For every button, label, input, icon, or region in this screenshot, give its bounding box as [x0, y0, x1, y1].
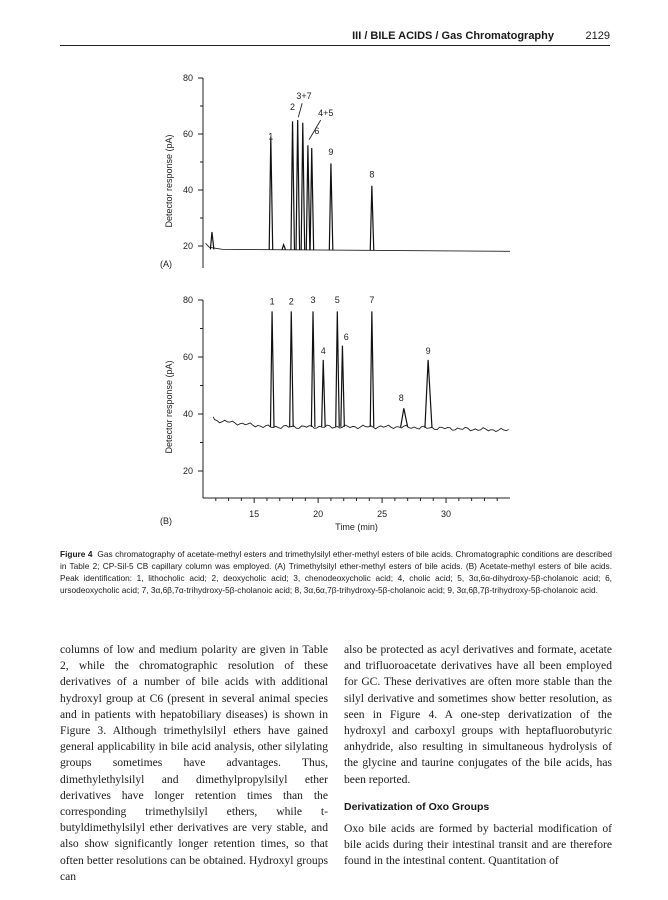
peak-8: [401, 408, 408, 427]
peak-1: [269, 137, 273, 250]
body-paragraph-right-2: Oxo bile acids are formed by bacterial modification of bile acids during their intestinal transit and are therefore found in the intestinal content. Quantitation of: [344, 822, 612, 868]
y-tick-label: 40: [182, 409, 193, 419]
peak-label: 1: [269, 296, 275, 307]
y-tick-label: 80: [182, 295, 193, 305]
panel-label: (A): [160, 259, 172, 269]
section-subheading: Derivatization of Oxo Groups: [344, 800, 490, 813]
body-paragraph-right: also be protected as acyl derivatives and formate, acetate and trifluoroacetate derivatives have all been employed for GC. These derivatives are often more stable than the silyl derivative and sometimes show better resolution, as seen in Figure 4. A one-step derivatization of the hydroxyl and carboxyl groups with heptafluorobutyric anhydride, also resulting in simultaneous hydrolysis of the glycine and taurine conjugates of the bile acids, has been reported.: [344, 643, 612, 786]
peak-label: 8: [369, 169, 375, 180]
peak-5: [336, 311, 340, 426]
peak: [301, 123, 305, 250]
peak-label: 6: [314, 126, 320, 136]
peak-label: 8: [398, 393, 404, 404]
x-tick-label: 15: [249, 509, 260, 519]
peak-label: 5: [334, 294, 340, 305]
peak-label: 9: [425, 346, 431, 357]
x-axis-title: Time (min): [335, 522, 378, 532]
peak-label: 9: [328, 147, 334, 157]
peak-2: [291, 121, 295, 250]
peak-2: [290, 311, 294, 426]
peak-1: [270, 311, 274, 426]
y-tick-label: 20: [182, 241, 193, 251]
peak: [210, 232, 214, 249]
panel-label: (B): [160, 516, 172, 526]
peak-label: 1: [268, 131, 274, 142]
y-tick-label: 40: [182, 185, 193, 195]
y-axis-title: Detector response (pA): [164, 134, 174, 228]
annotation-arrow: [298, 103, 302, 117]
peak-label: 2: [290, 102, 296, 113]
peak-4-5: [306, 145, 310, 250]
peak-7: [370, 311, 374, 426]
body-column-left: [60, 642, 328, 885]
chromatogram-baseline: [213, 417, 508, 432]
peak: [282, 245, 286, 250]
y-tick-label: 20: [182, 466, 193, 476]
body-paragraph-left: columns of low and medium polarity are given in Table 2, while the chromatographic resolution of these derivatives of a number of bile acids with additional hydroxyl group at C6 (present in several animal species and in patients with hepatobiliary diseases) is shown in Figure 3. Although trimethylsilyl ethers have gained general applicability in bile acid analysis, other silylating groups sometimes have advantages. Thus, dimethylethylsilyl and dimethylpropylsilyl ether derivatives have longer retention times than the corresponding trimethylsilyl ethers, while t-butyldimethylsilyl ether derivatives are very stable, and also show significantly longer retention times, so that often better resolutions can be obtained. Hydroxyl groups can: [60, 643, 328, 883]
peak-4: [322, 360, 326, 427]
peak-9: [425, 360, 432, 428]
peak-label: 4: [320, 346, 326, 357]
peak-3: [311, 311, 315, 426]
peak-9: [329, 163, 333, 250]
caption-text: Gas chromatography of acetate-methyl esters and trimethylsilyl ether-methyl esters of bile acids. Chromatographic conditions are described in Table 2; CP-Sil-5 CB capillary column was employed. (A) Trimethylsilyl ether-methyl esters of bile acids. (B) Acetate-methyl esters of bile acids. Peak identification: 1, lithocholic acid; 2, deoxycholic acid; 3, chenodeoxycholic acid; 4, cholic acid; 5, 3α,6α-dihydroxy-5β-cholanoic acid; 6, ursodeoxycholic acid; 7, 3α,6β,7α-trihydroxy-5β-cholanoic acid; 8, 3α,6α,7β-trihydroxy-5β-cholanoic acid; 9, 3α,6β,7β-trihydroxy-5β-cholanoic acid.: [60, 549, 612, 595]
y-axis-title: Detector response (pA): [164, 360, 174, 454]
peak-8: [370, 186, 374, 251]
peak-label: 4+5: [318, 107, 334, 118]
y-tick-label: 80: [182, 73, 193, 83]
y-tick-label: 60: [182, 129, 193, 139]
x-tick-label: 25: [377, 509, 388, 519]
peak-3-7: [296, 120, 300, 250]
peak-label: 7: [369, 294, 375, 305]
header-title: III / BILE ACIDS / Gas Chromatography: [352, 30, 554, 42]
body-column-right: [344, 642, 612, 870]
x-tick-label: 30: [441, 509, 452, 519]
peak-6: [310, 148, 314, 250]
figure-caption: [60, 548, 612, 596]
caption-label: Figure 4: [60, 549, 93, 559]
chromatogram-baseline: [206, 243, 510, 251]
peak-label: 3: [310, 294, 316, 305]
peak-label: 6: [343, 331, 349, 342]
peak-label: 3+7: [296, 91, 312, 101]
page-number: 2129: [585, 30, 610, 42]
peak-label: 2: [288, 296, 294, 307]
x-tick-label: 20: [313, 509, 324, 519]
peak-6: [341, 346, 345, 427]
y-tick-label: 60: [182, 352, 193, 362]
